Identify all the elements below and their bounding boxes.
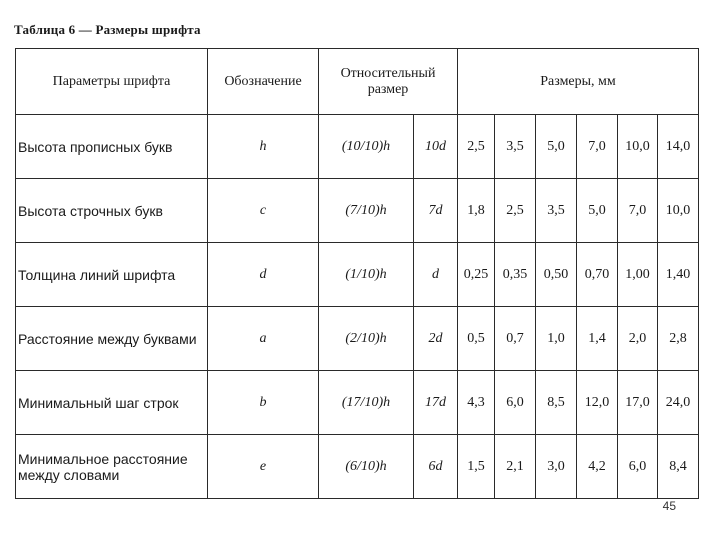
size-value-cell: 0,50 bbox=[536, 243, 577, 307]
size-value-cell: 3,5 bbox=[536, 179, 577, 243]
param-cell: Высота прописных букв bbox=[16, 115, 208, 179]
size-value-cell: 6,0 bbox=[495, 371, 536, 435]
size-value-cell: 10,0 bbox=[618, 115, 658, 179]
size-value-cell: 1,0 bbox=[536, 307, 577, 371]
size-value-cell: 7,0 bbox=[618, 179, 658, 243]
coefficient-cell: 2d bbox=[414, 307, 458, 371]
param-cell: Минимальный шаг строк bbox=[16, 371, 208, 435]
size-value-cell: 2,1 bbox=[495, 435, 536, 499]
symbol-cell: b bbox=[208, 371, 319, 435]
size-value-cell: 7,0 bbox=[577, 115, 618, 179]
coefficient-cell: 7d bbox=[414, 179, 458, 243]
coefficient-cell: d bbox=[414, 243, 458, 307]
relative-size-cell: (17/10)h bbox=[319, 371, 414, 435]
param-cell: Толщина линий шрифта bbox=[16, 243, 208, 307]
size-value-cell: 2,5 bbox=[458, 115, 495, 179]
page-number: 45 bbox=[662, 499, 676, 513]
size-value-cell: 3,5 bbox=[495, 115, 536, 179]
size-value-cell: 1,8 bbox=[458, 179, 495, 243]
param-cell: Высота строчных букв bbox=[16, 179, 208, 243]
size-value-cell: 0,70 bbox=[577, 243, 618, 307]
param-cell: Минимальное расстояние между словами bbox=[16, 435, 208, 499]
coefficient-cell: 17d bbox=[414, 371, 458, 435]
header-params: Параметры шрифта bbox=[16, 49, 208, 115]
size-value-cell: 14,0 bbox=[658, 115, 699, 179]
table-body bbox=[16, 115, 699, 499]
symbol-cell: c bbox=[208, 179, 319, 243]
size-value-cell: 2,0 bbox=[618, 307, 658, 371]
symbol-cell: h bbox=[208, 115, 319, 179]
header-symbol: Обозначение bbox=[208, 49, 319, 115]
size-value-cell: 1,00 bbox=[618, 243, 658, 307]
size-value-cell: 8,5 bbox=[536, 371, 577, 435]
size-value-cell: 0,5 bbox=[458, 307, 495, 371]
size-value-cell: 0,7 bbox=[495, 307, 536, 371]
coefficient-cell: 10d bbox=[414, 115, 458, 179]
size-value-cell: 4,2 bbox=[577, 435, 618, 499]
size-value-cell: 2,8 bbox=[658, 307, 699, 371]
relative-size-cell: (2/10)h bbox=[319, 307, 414, 371]
table-caption: Таблица 6 — Размеры шрифта bbox=[14, 22, 201, 37]
size-value-cell: 5,0 bbox=[536, 115, 577, 179]
relative-size-cell: (7/10)h bbox=[319, 179, 414, 243]
table-row bbox=[16, 115, 699, 179]
size-value-cell: 10,0 bbox=[658, 179, 699, 243]
font-size-table bbox=[15, 48, 699, 499]
size-value-cell: 3,0 bbox=[536, 435, 577, 499]
size-value-cell: 4,3 bbox=[458, 371, 495, 435]
table-row bbox=[16, 179, 699, 243]
table-header-row bbox=[16, 49, 699, 115]
size-value-cell: 1,5 bbox=[458, 435, 495, 499]
table-row bbox=[16, 243, 699, 307]
relative-size-cell: (1/10)h bbox=[319, 243, 414, 307]
size-value-cell: 6,0 bbox=[618, 435, 658, 499]
size-value-cell: 8,4 bbox=[658, 435, 699, 499]
size-value-cell: 2,5 bbox=[495, 179, 536, 243]
table-row bbox=[16, 307, 699, 371]
size-value-cell: 1,4 bbox=[577, 307, 618, 371]
header-sizes-mm: Размеры, мм bbox=[458, 49, 699, 115]
header-relative-size: Относительный размер bbox=[319, 49, 458, 115]
relative-size-cell: (6/10)h bbox=[319, 435, 414, 499]
size-value-cell: 17,0 bbox=[618, 371, 658, 435]
coefficient-cell: 6d bbox=[414, 435, 458, 499]
table-row bbox=[16, 371, 699, 435]
relative-size-cell: (10/10)h bbox=[319, 115, 414, 179]
size-value-cell: 24,0 bbox=[658, 371, 699, 435]
symbol-cell: d bbox=[208, 243, 319, 307]
size-value-cell: 0,35 bbox=[495, 243, 536, 307]
size-value-cell: 5,0 bbox=[577, 179, 618, 243]
param-cell: Расстояние между буквами bbox=[16, 307, 208, 371]
size-value-cell: 0,25 bbox=[458, 243, 495, 307]
size-value-cell: 12,0 bbox=[577, 371, 618, 435]
size-value-cell: 1,40 bbox=[658, 243, 699, 307]
table-row bbox=[16, 435, 699, 499]
symbol-cell: a bbox=[208, 307, 319, 371]
symbol-cell: e bbox=[208, 435, 319, 499]
